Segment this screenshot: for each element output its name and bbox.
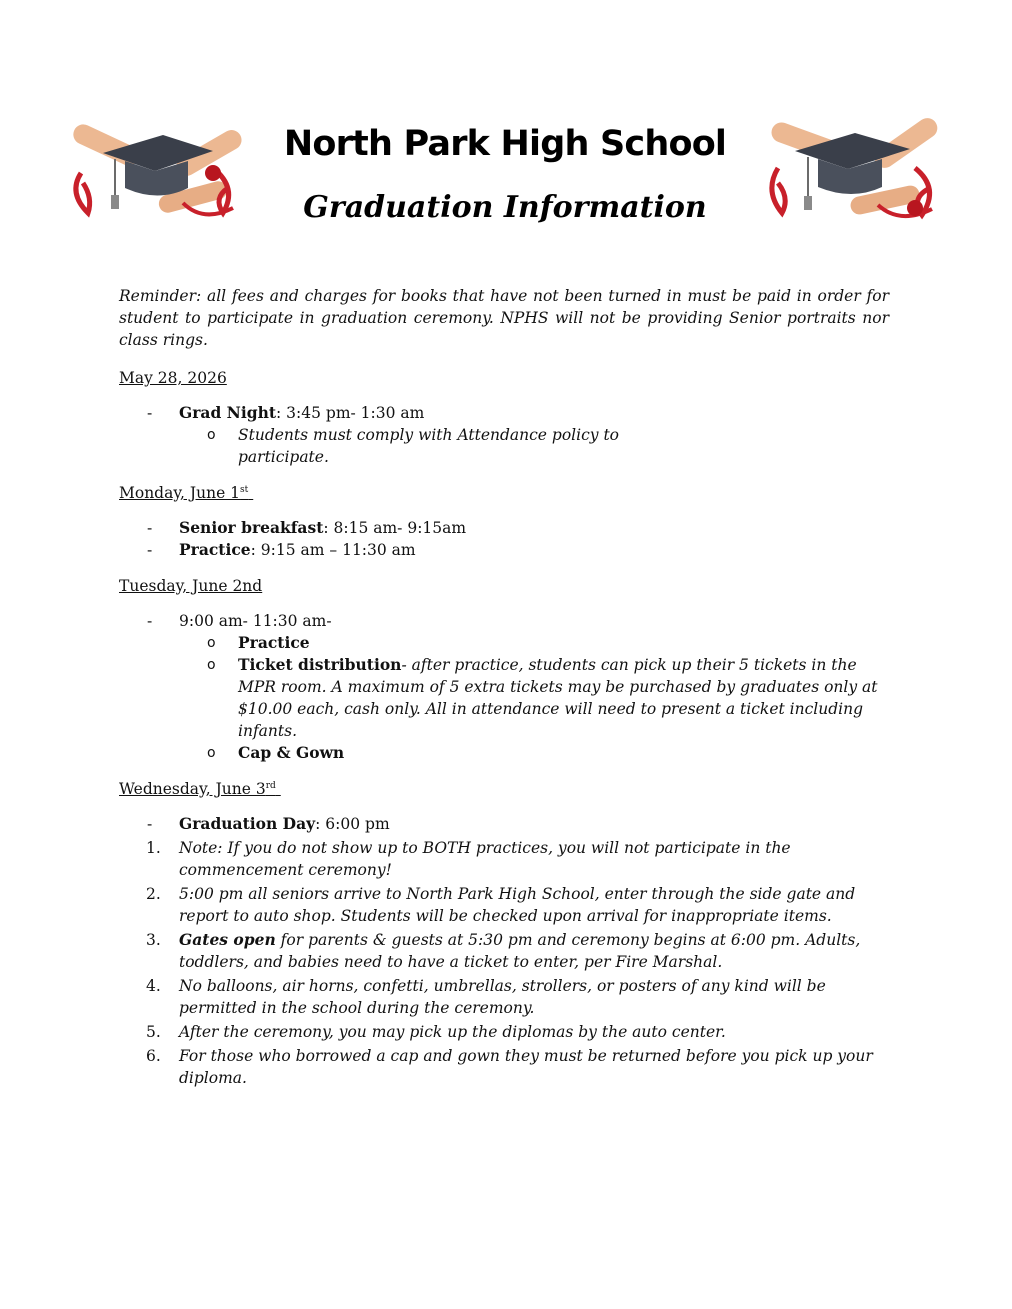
dash-bullet: - — [147, 541, 153, 559]
list-item — [119, 1045, 889, 1089]
circle-bullet: o — [207, 657, 216, 673]
date-heading-june-2: Tuesday, June 2nd — [119, 577, 263, 595]
cap-gown-label: Cap & Gown — [238, 743, 345, 762]
list-item — [179, 654, 889, 742]
gates-open-label: Gates open — [179, 930, 276, 949]
list-item — [179, 424, 889, 468]
date-heading-june-3 — [119, 778, 889, 800]
list-item — [119, 929, 889, 973]
june-2-list — [119, 610, 889, 764]
practice-label: Practice — [179, 540, 251, 559]
list-item — [119, 1021, 889, 1043]
note-text: No balloons, air horns, confetti, umbrellas, strollers, or posters of any kind will be permitted in the school during the ceremony. — [179, 977, 826, 1017]
list-item — [119, 517, 889, 539]
list-item — [119, 975, 889, 1019]
grad-night-label: Grad Night — [179, 403, 277, 422]
item-number: 6. — [146, 1047, 161, 1065]
breakfast-label: Senior breakfast — [179, 518, 324, 537]
note-text: for parents & guests at 5:30 pm and ceremony begins at 6:00 pm. Adults, toddlers, and babies need to have a ticket to enter, per Fire Marshal. — [179, 931, 861, 971]
breakfast-time: : 8:15 am- 9:15am — [323, 519, 467, 537]
page-subtitle: Graduation Information — [303, 190, 707, 225]
circle-bullet: o — [207, 745, 216, 761]
reminder-text: Reminder: all fees and charges for books that have not been turned in must be paid in order for student to participate in graduation ceremony. NPHS will not be providing Senior portraits nor class rings. — [119, 287, 889, 349]
grad-night-time: : 3:45 pm- 1:30 am — [276, 404, 425, 422]
dash-bullet: - — [147, 815, 153, 833]
date-text: Wednesday, June 3 — [119, 780, 266, 798]
item-number: 2. — [146, 885, 161, 903]
circle-bullet: o — [207, 427, 216, 443]
note-text: 5:00 pm all seniors arrive to North Park High School, enter through the side gate and report to auto shop. Students will be checked upon arrival for inappropriate items. — [179, 885, 856, 925]
dash-bullet: - — [147, 612, 153, 630]
list-item — [179, 742, 889, 764]
date-heading-june-1 — [119, 482, 889, 504]
document-body — [119, 285, 889, 1091]
list-item — [119, 883, 889, 927]
dash-bullet: - — [147, 404, 153, 422]
item-number: 1. — [146, 839, 161, 857]
grad-night-note: Students must comply with Attendance policy to participate. — [238, 426, 619, 466]
item-number: 5. — [146, 1023, 161, 1041]
date-suffix: st — [240, 484, 249, 495]
list-item — [119, 610, 889, 764]
date-heading-may-28: May 28, 2026 — [119, 369, 227, 387]
graduation-day-notes — [119, 837, 889, 1089]
list-item — [119, 837, 889, 881]
dash-bullet: - — [147, 519, 153, 537]
note-text: For those who borrowed a cap and gown they must be returned before you pick up your diploma. — [179, 1047, 873, 1087]
practice-label: Practice — [238, 633, 310, 652]
date-text: Monday, June 1 — [119, 484, 241, 502]
date-suffix: rd — [265, 780, 276, 791]
list-item — [119, 813, 889, 835]
ticket-distribution-label: Ticket distribution — [238, 655, 402, 674]
graduation-cap-scroll-icon — [760, 113, 950, 228]
june-2-sublist — [179, 632, 889, 764]
item-number: 4. — [146, 977, 161, 995]
june-1-list — [119, 517, 889, 561]
practice-time: : 9:15 am – 11:30 am — [250, 541, 416, 559]
graduation-day-time: : 6:00 pm — [315, 815, 390, 833]
june-3-list — [119, 813, 889, 835]
list-item — [179, 632, 889, 654]
item-number: 3. — [146, 931, 161, 949]
graduation-day-label: Graduation Day — [179, 814, 316, 833]
grad-night-sublist — [179, 424, 889, 468]
june-2-time: 9:00 am- 11:30 am- — [179, 612, 332, 630]
note-text: Note: If you do not show up to BOTH practices, you will not participate in the commencement ceremony! — [179, 839, 791, 879]
may-28-list — [119, 402, 889, 468]
list-item — [119, 402, 889, 468]
graduation-cap-scroll-icon — [63, 113, 253, 228]
page-title: North Park High School — [283, 124, 727, 164]
circle-bullet: o — [207, 635, 216, 651]
ticket-distribution-text: - after practice, students can pick up their 5 tickets in the MPR room. A maximum of 5 extra tickets may be purchased by graduates only at $10.00 each, cash only. All in attendance will need to present a ticket including infants. — [238, 656, 878, 740]
note-text: After the ceremony, you may pick up the diplomas by the auto center. — [179, 1023, 726, 1041]
list-item — [119, 539, 889, 561]
